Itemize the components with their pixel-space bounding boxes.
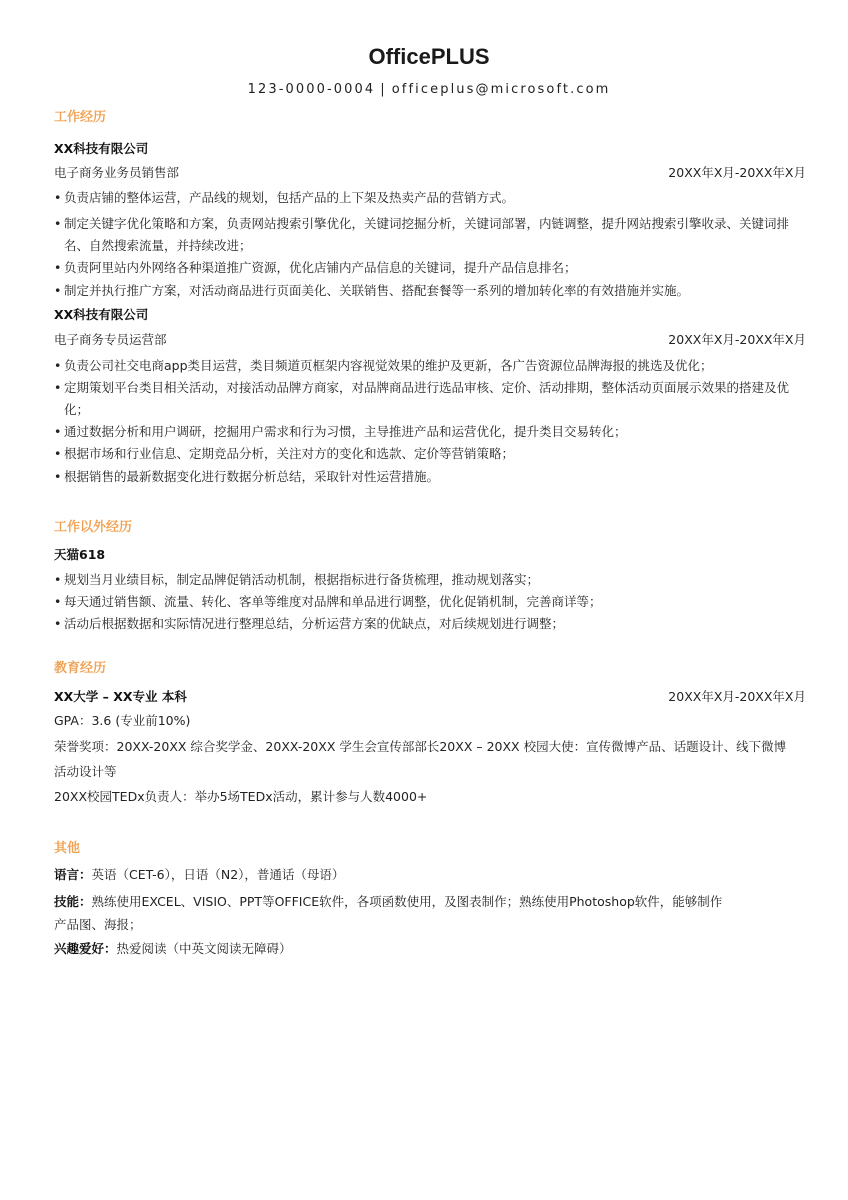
job-period: 20XX年X月-20XX年X月	[668, 332, 806, 347]
resume-name: OfficePLUS	[368, 44, 490, 69]
language-value: 英语（CET-6），日语（N2），普通话（母语）	[91, 867, 345, 882]
extra-bullet: • 规划当月业绩目标，制定品牌促销活动机制，根据指标进行备货梳理，推动规划落实；	[54, 572, 540, 587]
language-label: 语言：	[54, 867, 92, 882]
job-position: 电子商务专员运营部	[54, 332, 167, 347]
job-bullet: • 制定关键字优化策略和方案，负责网站搜索引擎优化，关键词挖掘分析，关键词部署，内链调整，提升网站搜索引擎收录、关键词排名、自然搜索流量，并持续改进；	[54, 216, 790, 253]
contact-separator: |	[380, 82, 387, 97]
skills-value: 熟练使用EXCEL、VISIO、PPT等OFFICE软件，各项函数使用，及图表制作；熟练使用Photoshop软件，能够制作	[91, 894, 723, 909]
other-skills-continued: 产品图、海报；	[54, 917, 142, 932]
other-hobby	[54, 938, 806, 959]
job-bullet: • 定期策划平台类目相关活动，对接活动品牌方商家，对品牌商品进行选品审核、定价、活动排期，整体活动页面展示效果的搭建及优化；	[54, 380, 790, 417]
job-bullet: • 制定并执行推广方案，对活动商品进行页面美化、关联销售、搭配套餐等一系列的增加转化率的有效措施并实施。	[54, 283, 690, 298]
extra-bullet: • 每天通过销售额、流量、转化、客单等维度对品牌和单品进行调整，优化促销机制，完善商详等；	[54, 594, 602, 609]
job-company: XX科技有限公司	[54, 307, 149, 322]
job-bullet: • 根据销售的最新数据变化进行数据分析总结，采取针对性运营措施。	[54, 469, 440, 484]
job-period: 20XX年X月-20XX年X月	[668, 165, 806, 180]
education-period: 20XX年X月-20XX年X月	[668, 689, 806, 704]
section-title-extra: 工作以外经历	[54, 520, 133, 535]
education-honors-continued: 活动设计等	[54, 764, 117, 779]
job-bullet: • 根据市场和行业信息、定期竞品分析，关注对方的变化和选款、定价等营销策略；	[54, 446, 515, 461]
email-address: officeplus@microsoft.com	[391, 82, 611, 97]
section-title-work: 工作经历	[54, 110, 107, 125]
section-title-education: 教育经历	[54, 661, 107, 676]
phone-number: 123-0000-0004	[247, 82, 376, 97]
education-school: XX大学 – XX专业 本科	[54, 689, 187, 704]
job-bullet: • 负责店铺的整体运营，产品线的规划，包括产品的上下架及热卖产品的营销方式。	[54, 190, 515, 205]
job-bullet: • 通过数据分析和用户调研，挖掘用户需求和行为习惯，主导推进产品和运营优化，提升类目交易转化；	[54, 424, 627, 439]
education-tedx: 20XX校园TEDx负责人：举办5场TEDx活动，累计参与人数4000+	[54, 789, 428, 804]
other-language	[54, 864, 806, 885]
extra-org: 天猫618	[54, 547, 106, 562]
skills-label: 技能：	[54, 894, 92, 909]
other-skills	[54, 891, 806, 912]
job-bullet: • 负责阿里站内外网络各种渠道推广资源，优化店铺内产品信息的关键词，提升产品信息排名；	[54, 260, 577, 275]
section-title-other: 其他	[54, 841, 81, 856]
extra-bullet: • 活动后根据数据和实际情况进行整理总结，分析运营方案的优缺点，对后续规划进行调整；	[54, 616, 565, 631]
job-position: 电子商务业务员销售部	[54, 165, 180, 180]
hobby-label: 兴趣爱好：	[54, 941, 117, 956]
job-company: XX科技有限公司	[54, 141, 149, 156]
contact-line	[0, 80, 848, 100]
hobby-value: 热爱阅读（中英文阅读无障碍）	[116, 941, 292, 956]
education-gpa: GPA：3.6 (专业前10%)	[54, 713, 191, 728]
education-honors: 荣誉奖项：20XX-20XX 综合奖学金、20XX-20XX 学生会宣传部部长20XX – 20XX 校园大使：宣传微博产品、话题设计、线下微博	[54, 739, 787, 754]
job-bullet: • 负责公司社交电商app类目运营，类目频道页框架内容视觉效果的维护及更新，各广告资源位品牌海报的挑选及优化；	[54, 358, 713, 373]
